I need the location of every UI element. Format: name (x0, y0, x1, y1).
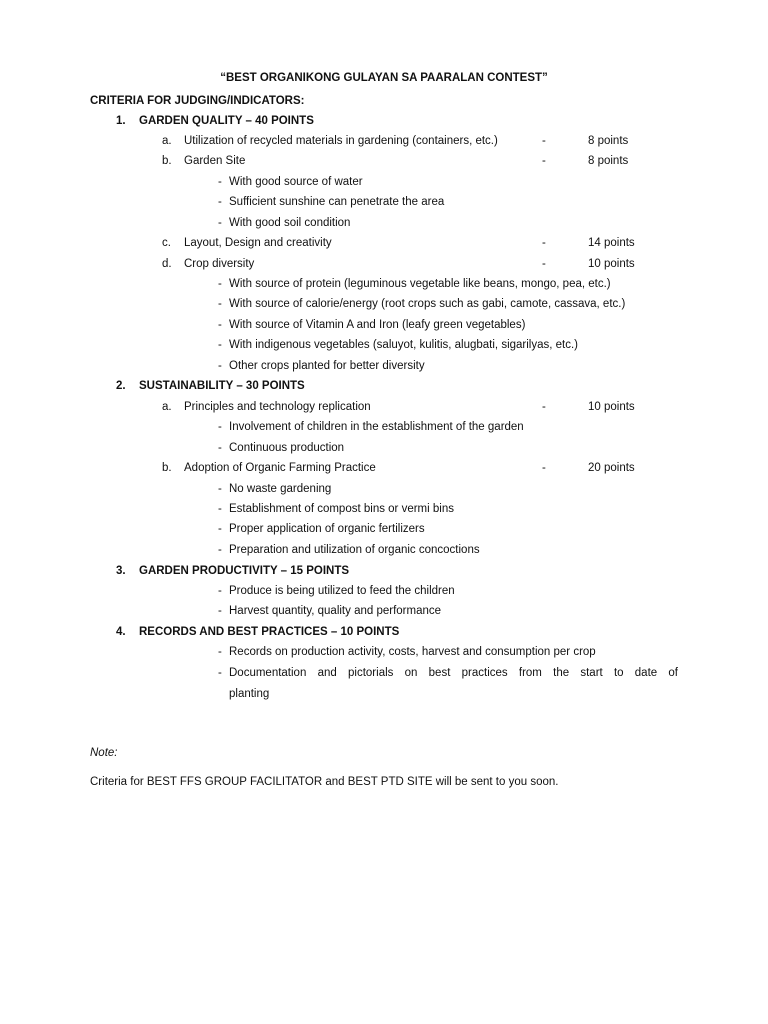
bullet-text: With source of protein (leguminous vegetable like beans, mongo, pea, etc.) (229, 278, 611, 290)
bullet-text: Records on production activity, costs, harvest and consumption per crop (229, 646, 596, 658)
item-text: Adoption of Organic Farming Practice (184, 462, 376, 474)
bullet-mark: - (218, 503, 222, 515)
section-number: 2. (116, 380, 126, 392)
bullet-text: Produce is being utilized to feed the children (229, 585, 455, 597)
bullet-text: With source of calorie/energy (root crops such as gabi, camote, cassava, etc.) (229, 298, 626, 310)
criteria-heading: CRITERIA FOR JUDGING/INDICATORS: (90, 95, 305, 107)
item-letter: a. (162, 401, 172, 413)
bullet-text: With indigenous vegetables (saluyot, kulitis, alugbati, sigarilyas, etc.) (229, 339, 579, 351)
item-letter: c. (162, 237, 171, 249)
bullet-mark: - (218, 544, 222, 556)
bullet-text: With source of Vitamin A and Iron (leafy green vegetables) (229, 319, 526, 331)
item-dash: - (542, 258, 546, 270)
section-heading: RECORDS AND BEST PRACTICES – 10 POINTS (139, 626, 400, 638)
bullet-mark: - (218, 483, 222, 495)
bullet-mark: - (218, 217, 222, 229)
bullet-mark: - (218, 667, 222, 679)
bullet-mark: - (218, 523, 222, 535)
bullet-mark: - (218, 605, 222, 617)
item-points: 14 points (588, 237, 635, 249)
bullet-text: Harvest quantity, quality and performance (229, 605, 442, 617)
bullet-mark: - (218, 646, 222, 658)
bullet-text: Preparation and utilization of organic concoctions (229, 544, 480, 556)
item-points: 8 points (588, 155, 629, 167)
bullet-text-justified: Documentation and pictorials on best practices from the start to date of (229, 667, 678, 679)
bullet-mark: - (218, 176, 222, 188)
bullet-text: Establishment of compost bins or vermi bins (229, 503, 454, 515)
document-title: “BEST ORGANIKONG GULAYAN SA PAARALAN CONTEST” (220, 72, 548, 84)
section-heading: GARDEN QUALITY – 40 POINTS (139, 115, 314, 127)
bullet-text: Other crops planted for better diversity (229, 360, 425, 372)
item-letter: d. (162, 258, 172, 270)
item-text: Garden Site (184, 155, 246, 167)
section-heading: GARDEN PRODUCTIVITY – 15 POINTS (139, 565, 350, 577)
item-points: 8 points (588, 135, 629, 147)
section-heading: SUSTAINABILITY – 30 POINTS (139, 380, 305, 392)
item-dash: - (542, 135, 546, 147)
bullet-text: Continuous production (229, 442, 345, 454)
section-number: 3. (116, 565, 126, 577)
bullet-mark: - (218, 319, 222, 331)
bullet-text: With good source of water (229, 176, 363, 188)
item-dash: - (542, 237, 546, 249)
bullet-mark: - (218, 298, 222, 310)
bullet-text: Involvement of children in the establishment of the garden (229, 421, 524, 433)
bullet-text: With good soil condition (229, 217, 351, 229)
bullet-mark: - (218, 442, 222, 454)
bullet-text: Proper application of organic fertilizers (229, 523, 425, 535)
bullet-mark: - (218, 339, 222, 351)
note-label: Note: (90, 747, 118, 759)
bullet-mark: - (218, 278, 222, 290)
section-number: 4. (116, 626, 126, 638)
item-text: Principles and technology replication (184, 401, 371, 413)
bullet-mark: - (218, 360, 222, 372)
item-dash: - (542, 462, 546, 474)
bullet-text: Sufficient sunshine can penetrate the area (229, 196, 445, 208)
item-points: 10 points (588, 258, 635, 270)
item-dash: - (542, 401, 546, 413)
item-letter: a. (162, 135, 172, 147)
item-points: 10 points (588, 401, 635, 413)
bullet-text-continuation: planting (229, 688, 270, 700)
bullet-mark: - (218, 421, 222, 433)
bullet-mark: - (218, 196, 222, 208)
item-text: Crop diversity (184, 258, 255, 270)
item-letter: b. (162, 155, 172, 167)
item-text: Layout, Design and creativity (184, 237, 332, 249)
item-text: Utilization of recycled materials in gardening (containers, etc.) (184, 135, 498, 147)
item-letter: b. (162, 462, 172, 474)
item-points: 20 points (588, 462, 635, 474)
item-dash: - (542, 155, 546, 167)
bullet-text: No waste gardening (229, 483, 332, 495)
bullet-mark: - (218, 585, 222, 597)
section-number: 1. (116, 115, 126, 127)
note-text: Criteria for BEST FFS GROUP FACILITATOR and BEST PTD SITE will be sent to you soon. (90, 776, 559, 788)
